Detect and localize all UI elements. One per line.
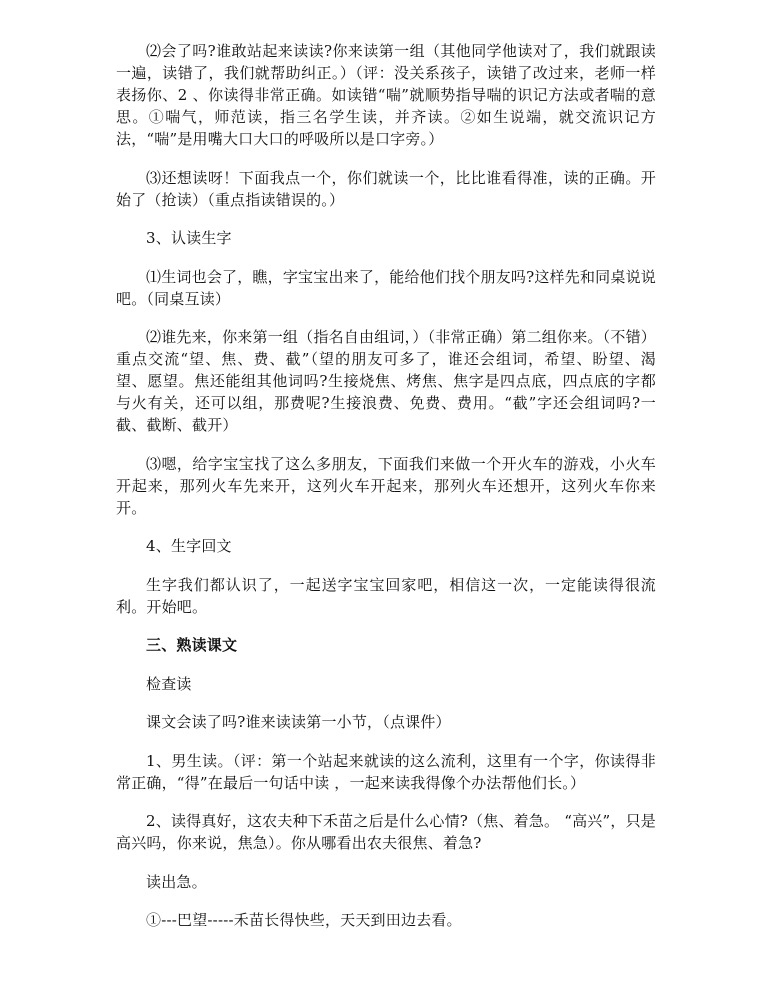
paragraph-quick-read: ⑶还想读呀！下面我点一个，你们就读一个，比比谁看得准，读的正确。开始了（抢读）（重点指读错误的。）	[116, 168, 656, 209]
paragraph-train-game: ⑶嗯，给字宝宝找了这么多朋友，下面我们来做一个开火车的游戏，小火车开起来，那列火车先来开，这列火车开起来，那列火车还想开，这列火车你来开。	[116, 454, 656, 517]
section-heading-return-to-text: 4、生字回文	[146, 537, 232, 555]
section-heading-read-text: 三、熟读课文	[146, 636, 238, 654]
paragraph-check-reading: 检查读	[146, 674, 192, 693]
paragraph-read-urgency: 读出急。	[146, 872, 207, 891]
document-page	[116, 40, 656, 948]
paragraph-find-friends: ⑴生词也会了，瞧，字宝宝出来了，能给他们找个朋友吗?这样先和同桌说说吧。（同桌互读）	[116, 267, 656, 308]
paragraph-send-home: 生字我们都认识了，一起送字宝宝回家吧，相信这一次，一定能读得很流利。开始吧。	[116, 575, 656, 616]
paragraph-farmer-mood: 2、读得真好，这农夫种下禾苗之后是什么心情?（焦、着急。 “高兴”，只是高兴吗，你来说，焦急）。你从哪看出农夫很焦、着急?	[116, 812, 656, 852]
paragraph-word-groups: ⑵谁先来，你来第一组（指名自由组词，）（非常正确）第二组你来。（不错）重点交流“望、焦、费、截”（望的朋友可多了，谁还会组词，希望、盼望、渴望、愿望。焦还能组其他词吗?生接烧焦、烤焦、焦字是四点底，四点底的字都与火有关，还可以组，那费呢?生接浪费、免费、费用。“截”字还会组词吗?一截、截断、截开）	[116, 328, 656, 434]
section-heading-recognize-characters: 3、认读生字	[146, 229, 232, 247]
paragraph-boys-read: 1、男生读。（评：第一个站起来就读的这么流利，这里有一个字，你读得非常正确，“得”在最后一句话中读 ，一起来读我得像个办法帮他们长。）	[116, 751, 656, 792]
paragraph-hoping: ①---巴望-----禾苗长得快些，天天到田边去看。	[146, 911, 462, 929]
paragraph-read-first-group: ⑵会了吗?谁敢站起来读读?你来读第一组（其他同学他读对了，我们就跟读一遍，读错了，我们就帮助纠正。）（评：没关系孩子，读错了改过来，老师一样表扬你、2 、你读得非常正确。如读错“喘”就顺势指导喘的识记方法或者喘的意思。①喘气，师范读，指三名学生读，并齐读。②如生说端，就交流识记方法，“喘”是用嘴大口大口的呼吸所以是口字旁。）	[116, 42, 656, 148]
paragraph-read-first-section: 课文会读了吗?谁来读读第一小节，（点课件）	[146, 713, 451, 731]
